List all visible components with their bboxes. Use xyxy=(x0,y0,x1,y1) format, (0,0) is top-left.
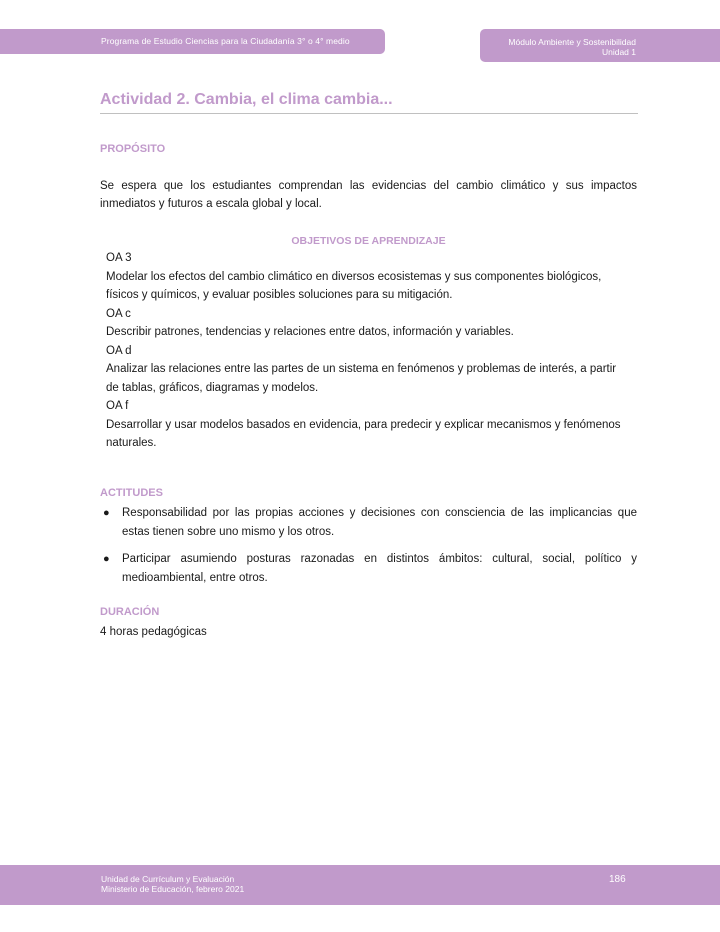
module-name: Módulo Ambiente y Sostenibilidad xyxy=(508,37,636,47)
oa-code: OA c xyxy=(106,307,131,320)
oa-text: Describir patrones, tendencias y relaciones entre datos, información y variables. xyxy=(106,326,514,338)
footer-unit: Unidad de Currículum y Evaluación xyxy=(101,874,235,884)
page-number: 186 xyxy=(609,874,626,885)
actitud-text: Responsabilidad por las propias acciones y decisiones con consciencia de las implicancias que estas tienen sobre uno mismo y los otros. xyxy=(122,507,637,538)
duracion-heading: DURACIÓN xyxy=(100,606,160,618)
oa-code: OA f xyxy=(106,400,129,412)
oa-code: OA d xyxy=(106,344,132,357)
header-left-band xyxy=(0,29,385,54)
list-item xyxy=(100,550,637,588)
unit-label: Unidad 1 xyxy=(601,47,636,57)
bullet-icon: ● xyxy=(103,507,110,519)
list-item xyxy=(100,504,637,542)
oa-text: Analizar las relaciones entre las partes de un sistema en fenómenos y problemas de interés, a partir de tablas, gráficos, diagramas y modelos. xyxy=(106,363,617,394)
actitud-text: Participar asumiendo posturas razonadas en distintos ámbitos: cultural, social, político y medioambiental, entre otros. xyxy=(122,553,637,584)
activity-title: Actividad 2. Cambia, el clima cambia... xyxy=(100,91,393,108)
program-title: Programa de Estudio Ciencias para la Ciudadanía 3° o 4° medio xyxy=(101,36,350,46)
bullet-icon: ● xyxy=(103,553,110,565)
oa-code: OA 3 xyxy=(106,252,132,264)
header-right-band xyxy=(480,29,720,62)
actitudes-heading: ACTITUDES xyxy=(100,487,163,499)
footer-band xyxy=(0,865,720,905)
footer-ministry: Ministerio de Educación, febrero 2021 xyxy=(101,884,245,894)
oa-text: Modelar los efectos del cambio climático en diversos ecosistemas y sus componentes biológicos, físicos y químicos, y evaluar posibles soluciones para su mitigación. xyxy=(106,270,602,301)
oa-text: Desarrollar y usar modelos basados en evidencia, para predecir y explicar mecanismos y fenómenos naturales. xyxy=(106,418,621,449)
proposito-heading: PROPÓSITO xyxy=(100,143,166,155)
objetivos-list xyxy=(106,249,632,453)
objetivos-heading: OBJETIVOS DE APRENDIZAJE xyxy=(291,235,446,247)
actitudes-list xyxy=(100,504,637,588)
duracion-text: 4 horas pedagógicas xyxy=(100,626,207,638)
proposito-text: Se espera que los estudiantes comprendan las evidencias del cambio climático y sus impactos inmediatos y futuros a escala global y local. xyxy=(100,180,637,210)
title-divider xyxy=(100,113,638,114)
